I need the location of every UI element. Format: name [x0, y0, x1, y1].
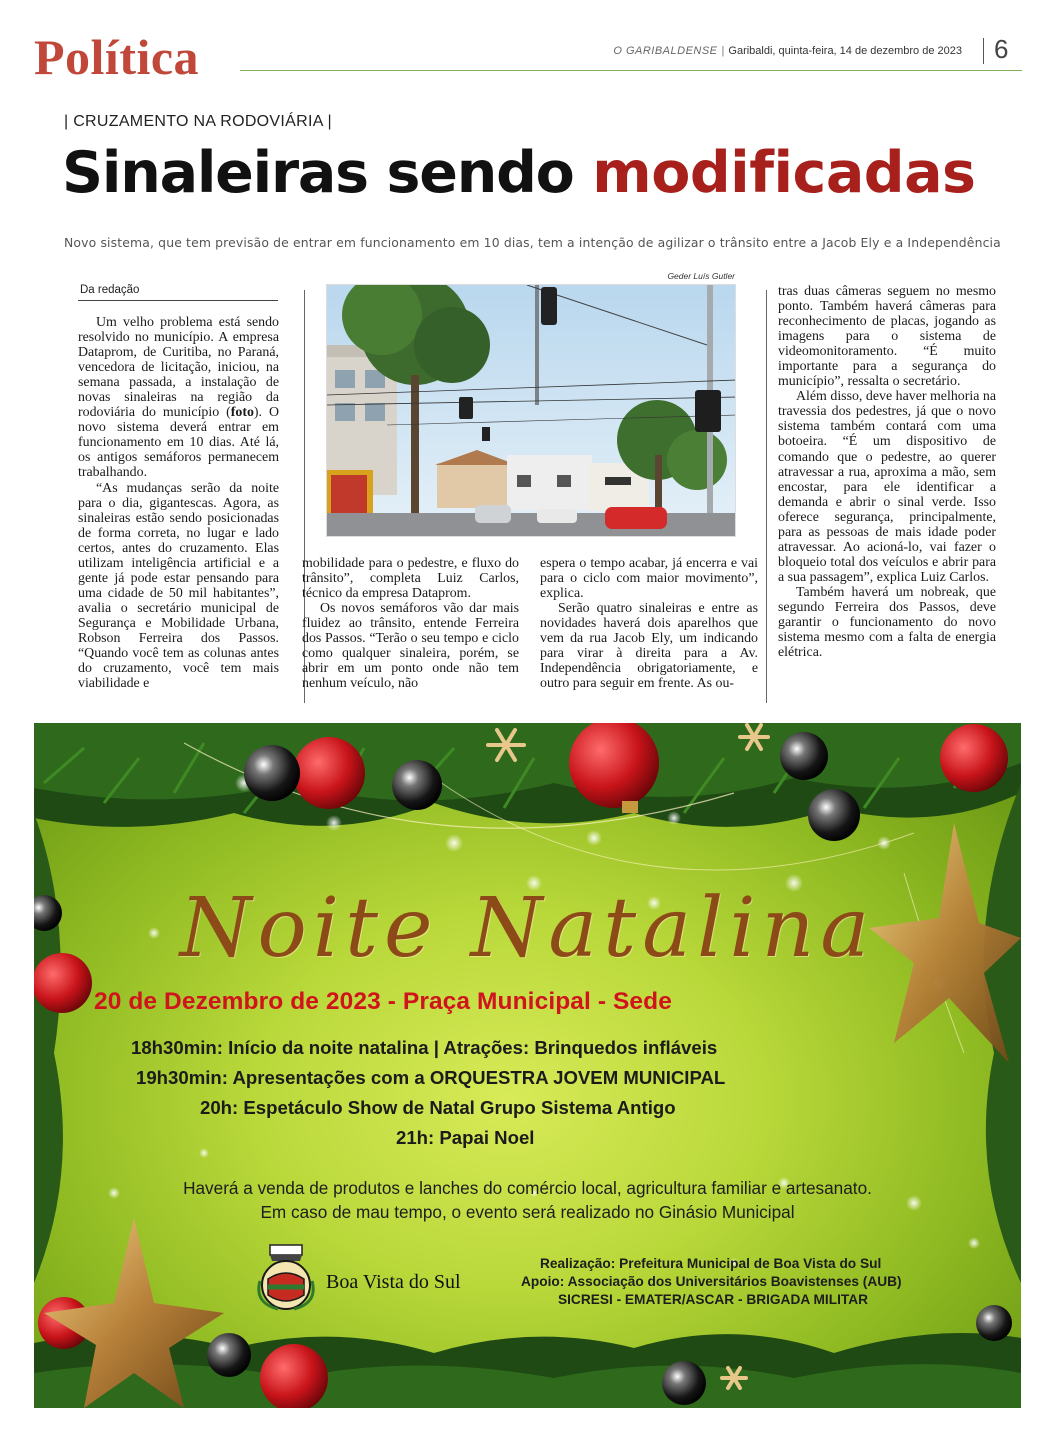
headline-accent: modificadas — [592, 140, 976, 206]
header-rule — [240, 70, 1022, 71]
byline-rule — [78, 300, 278, 301]
schedule-item: 21h: Papai Noel — [396, 1127, 535, 1148]
schedule-item: 18h30min: Início da noite natalina | Atrações: Brinquedos infláveis — [131, 1037, 718, 1058]
photo-credit: Geder Luís Gutler — [667, 271, 735, 281]
dateline: Garibaldi, quinta-feira, 14 de dezembro de 2023 — [728, 45, 962, 57]
article-photo — [326, 284, 736, 537]
headline — [62, 140, 975, 206]
article-column-4 — [778, 284, 996, 660]
article-column-3 — [540, 556, 758, 691]
ad-credit-line: SICRESI - EMATER/ASCAR - BRIGADA MILITAR — [558, 1292, 868, 1307]
paragraph: Os novos semáforos vão dar mais fluidez ao trânsito, entende Ferreira dos Passos. “Terão o seu tempo e ciclo como qualquer sinaleira, porém, se abrir em um ponto onde não tem nenhum veículo, não — [302, 601, 519, 692]
page-number-divider — [983, 38, 984, 64]
paragraph: Também haverá um nobreak, que segundo Ferreira dos Passos, deve garantir o funcionamento do novo sistema mesmo com a falta de energia elétrica. — [778, 584, 996, 661]
paragraph: mobilidade para o pedestre, e fluxo do trânsito”, completa Luiz Carlos, técnico da empresa Dataprom. — [302, 556, 519, 602]
paragraph: Além disso, deve haver melhoria na travessia dos pedestres, já que o novo sistema também contará com uma botoeira. “É um dispositivo de comando que o pedestre, ao querer atravessar a rua, aproxima a mão, sem encostar, para ele identificar a demanda e abrir o sinal verde. Isso oferece segurança, principalmente, para as pessoas de mais idade poder atravessar. Ao acioná-lo, vai fazer o bloqueio total dos veículos e abrir para a sua passagem”, explica Luiz Carlos. — [778, 389, 996, 585]
paragraph: tras duas câmeras seguem no mesmo ponto. Também haverá câmeras para reconhecimento de placas, jogando as imagens para o sistema de videomonitoramento. “É muito importante para a segurança do município”, ressalta o secretário. — [778, 284, 996, 390]
paragraph: espera o tempo acabar, já encerra e vai para o ciclo com maior movimento”, explica. — [540, 556, 758, 602]
schedule-item: 20h: Espetáculo Show de Natal Grupo Sistema Antigo — [200, 1097, 676, 1118]
paragraph: “As mudanças serão da noite para o dia, gigantescas. Agora, as sinaleiras estão sendo posicionadas de forma correta, no lugar e lado certos, antes do cruzamento. Elas utilizam inteligência artificial e a gente já pode estar pensando para uma cidade de 50 mil habitantes”, avalia o secretário municipal de Segurança e Mobilidade Urbana, Robson Ferreira dos Passos. “Quando você tem as colunas antes do cruzamento, você tem mais viabilidade e — [78, 480, 279, 692]
byline: Da redação — [80, 284, 140, 296]
page-number: 6 — [994, 34, 1009, 64]
article-kicker: | CRUZAMENTO NA RODOVIÁRIA | — [64, 113, 333, 130]
headline-main: Sinaleiras sendo — [62, 140, 593, 206]
column-divider — [766, 290, 767, 703]
ad-info-line: Haverá a venda de produtos e lanches do comércio local, agricultura familiar e artesanato. — [183, 1178, 872, 1198]
ad-credit-line: Apoio: Associação dos Universitários Boavistenses (AUB) — [521, 1274, 902, 1289]
municipal-crest-icon — [254, 1243, 318, 1313]
christmas-decorations — [34, 723, 1021, 1408]
subheadline: Novo sistema, que tem previsão de entrar em funcionamento em 10 dias, tem a intenção de agilizar o trânsito entre a Jacob Ely e a Independência — [64, 235, 1001, 250]
ad-date-place: 20 de Dezembro de 2023 - Praça Municipal - Sede — [94, 988, 672, 1015]
article-column-2 — [302, 556, 519, 691]
street-photo-illustration — [327, 285, 736, 537]
ad-credit-line: Realização: Prefeitura Municipal de Boa Vista do Sul — [540, 1256, 882, 1271]
schedule-item: 19h30min: Apresentações com a ORQUESTRA JOVEM MUNICIPAL — [136, 1067, 726, 1088]
masthead: O GARIBALDENSE | Garibaldi, quinta-feira, 14 de dezembro de 2023 — [613, 45, 962, 57]
paper-name: O GARIBALDENSE — [613, 45, 718, 57]
paragraph: Serão quatro sinaleiras e entre as novidades haverá dois aparelhos que vem da rua Jacob Ely, um indicando para virar à direita para a Av. Independência obrigatoriamente, e outro para seguir em frente. As ou- — [540, 601, 758, 692]
ad-title: Noite Natalina — [179, 881, 876, 976]
ad-brand-name: Boa Vista do Sul — [326, 1271, 461, 1293]
article-column-1 — [78, 315, 279, 691]
ad-info-line: Em caso de mau tempo, o evento será realizado no Ginásio Municipal — [260, 1202, 795, 1222]
section-title: Política — [34, 29, 200, 85]
paragraph: Um velho problema está sendo resolvido no município. A empresa Dataprom, de Curitiba, no Paraná, vencedora de licitação, iniciou, na semana passada, a instalação de novas sinaleiras na região da rodoviária do município (foto). O novo sistema deverá entrar em funcionamento em 10 dias. Até lá, os antigos semáforos permanecem trabalhando. — [78, 315, 279, 481]
christmas-event-ad — [34, 723, 1021, 1408]
